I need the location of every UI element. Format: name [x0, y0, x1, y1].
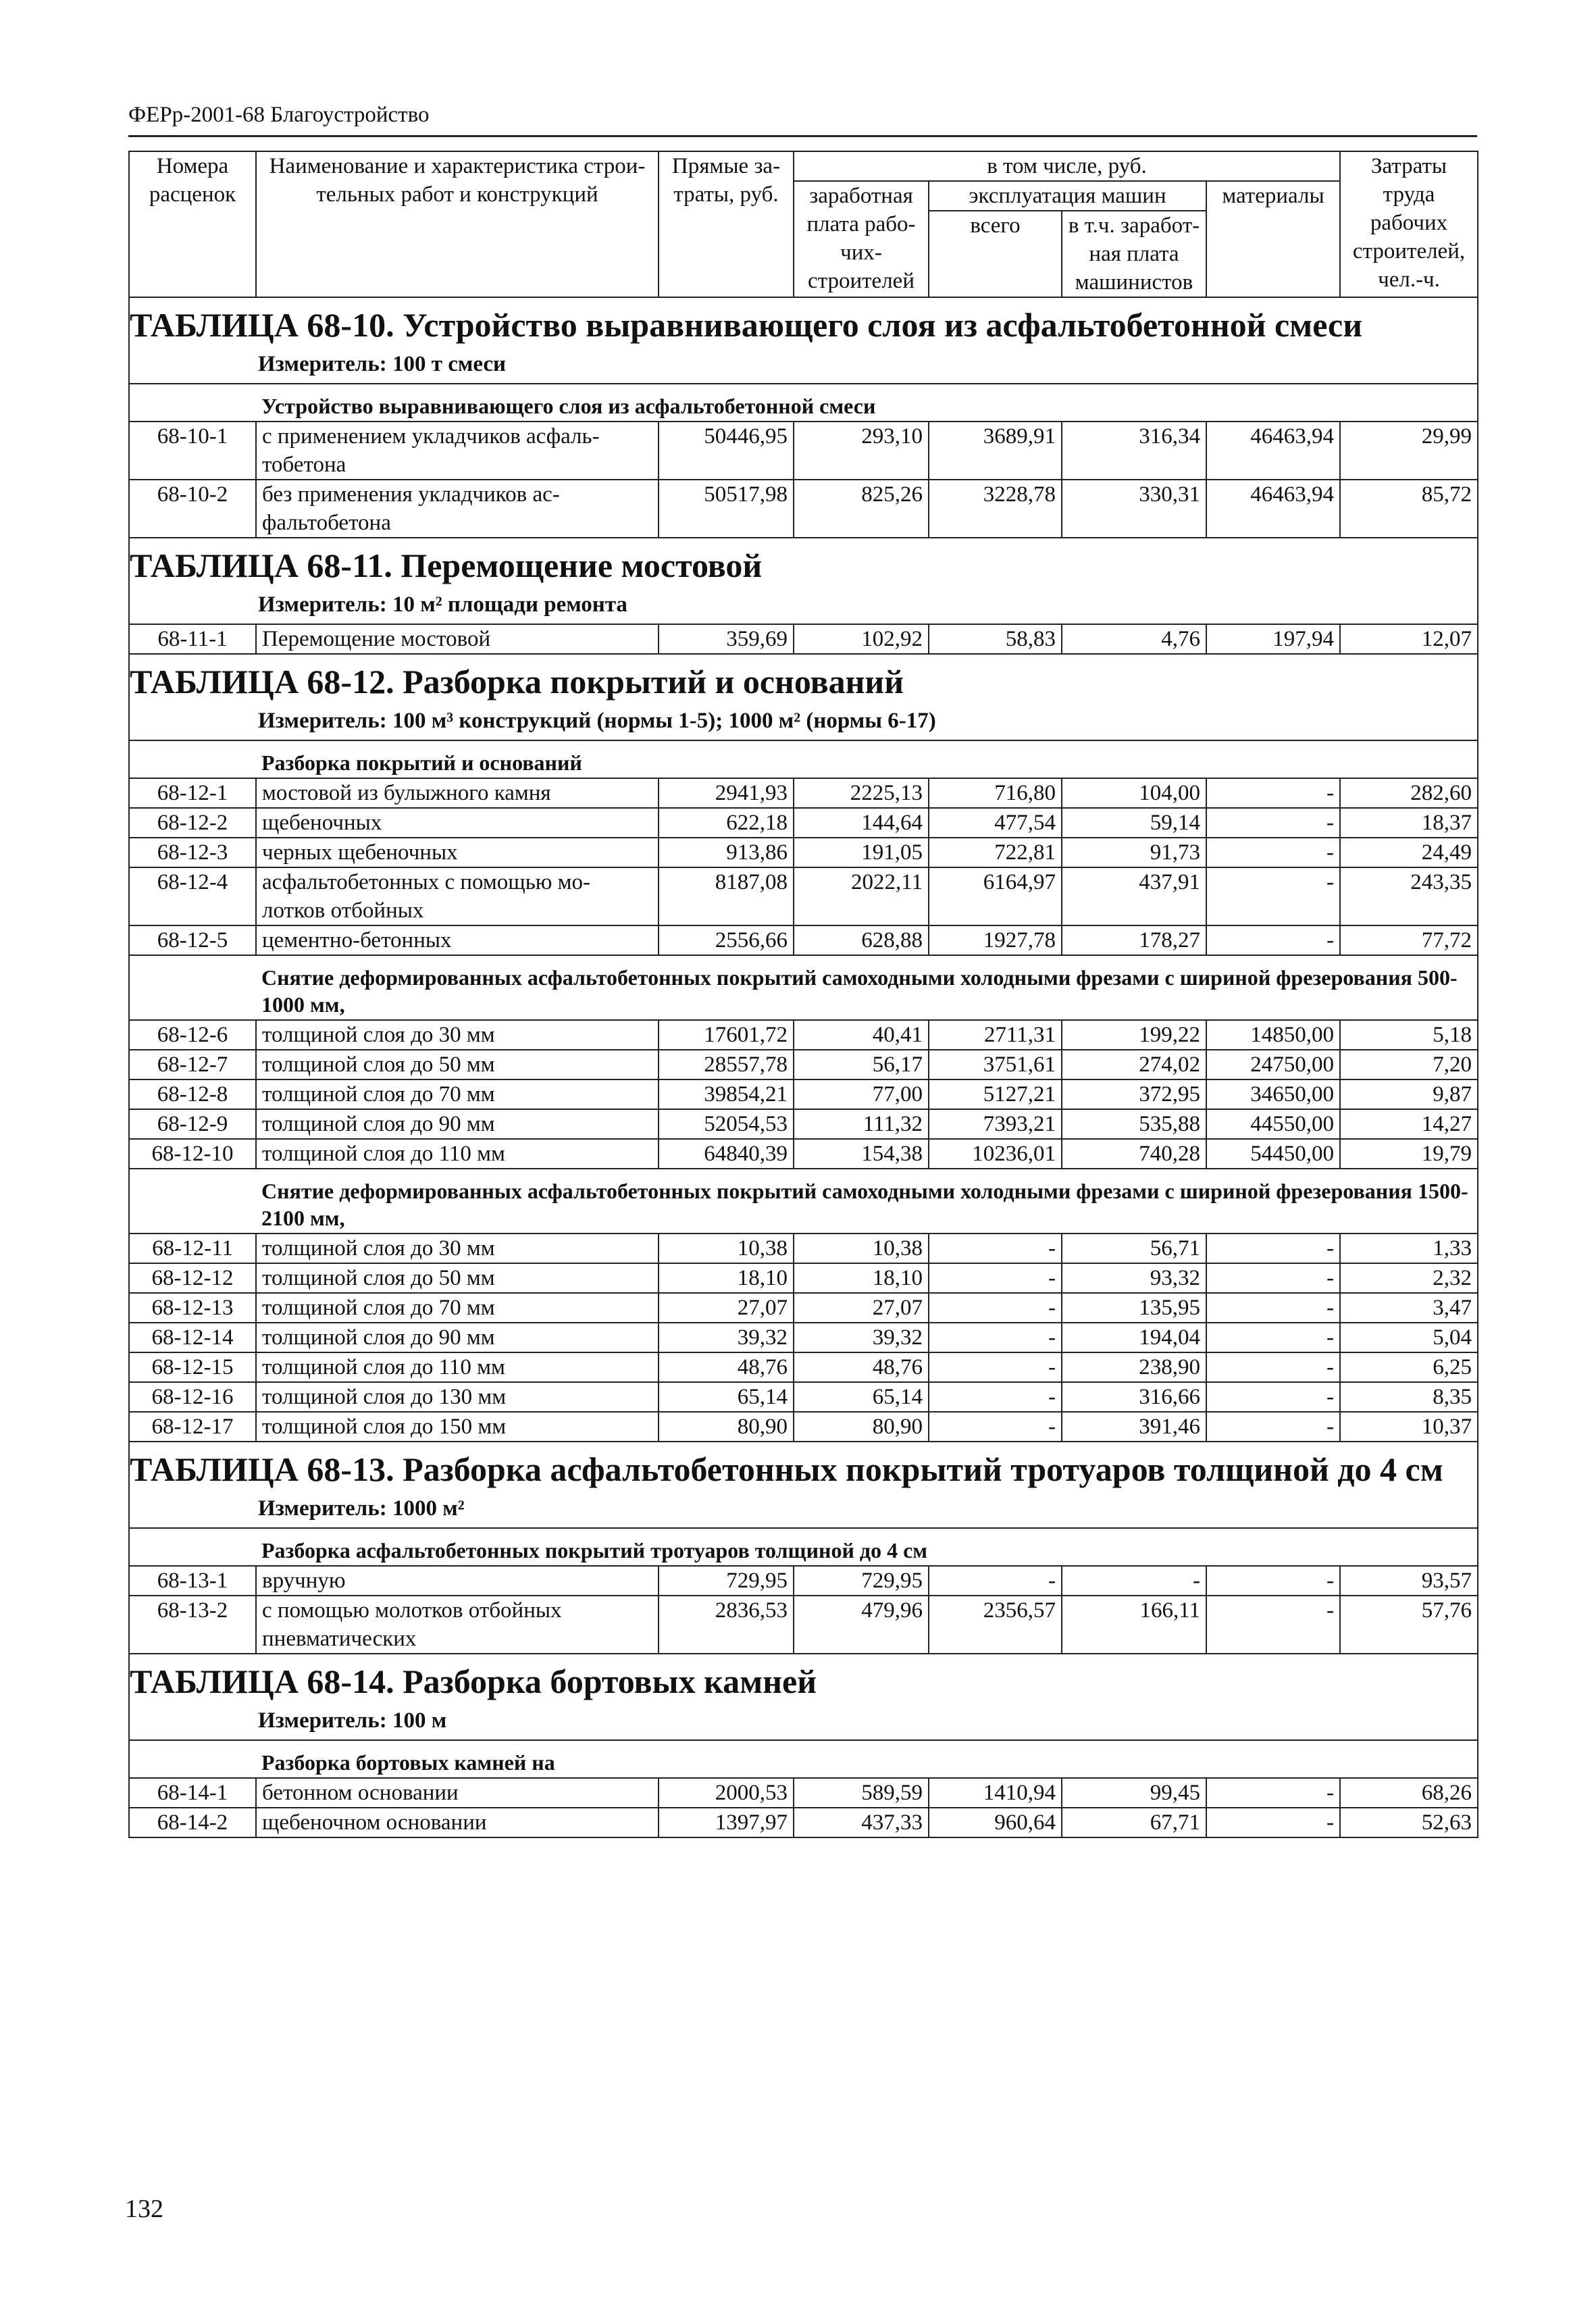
wages-cost: 729,95	[794, 1566, 929, 1596]
labor-cost: 18,37	[1340, 808, 1478, 838]
table-title: ТАБЛИЦА 68-12. Разборка покрытий и оснований	[129, 654, 1478, 705]
direct-cost: 2941,93	[659, 778, 794, 808]
group-heading-spacer	[129, 955, 256, 1020]
rate-code: 68-12-16	[129, 1382, 256, 1412]
table-row	[129, 624, 1478, 654]
materials-cost: 34650,00	[1206, 1079, 1340, 1109]
direct-cost: 2000,53	[659, 1778, 794, 1808]
group-heading-row	[129, 384, 1478, 422]
table-row	[129, 1382, 1478, 1412]
labor-cost: 24,49	[1340, 838, 1478, 867]
table-row	[129, 1139, 1478, 1169]
materials-cost: -	[1206, 1382, 1340, 1412]
rate-code: 68-12-9	[129, 1109, 256, 1139]
machine-cost: -	[929, 1382, 1062, 1412]
col-header-labor: Затраты труда рабочих строителей, чел.-ч.	[1340, 151, 1478, 297]
direct-cost: 2836,53	[659, 1596, 794, 1654]
table-row	[129, 1566, 1478, 1596]
labor-cost: 6,25	[1340, 1352, 1478, 1382]
direct-cost: 50517,98	[659, 480, 794, 538]
machine-cost: 3228,78	[929, 480, 1062, 538]
machinist-wages: 391,46	[1062, 1412, 1206, 1442]
materials-cost: 54450,00	[1206, 1139, 1340, 1169]
machine-cost: -	[929, 1234, 1062, 1263]
work-name: толщиной слоя до 50 мм	[256, 1263, 659, 1293]
direct-cost: 18,10	[659, 1263, 794, 1293]
machine-cost: 6164,97	[929, 867, 1062, 925]
unit-row	[129, 348, 1478, 384]
rate-code: 68-12-11	[129, 1234, 256, 1263]
machine-cost: 960,64	[929, 1808, 1062, 1837]
unit-row	[129, 705, 1478, 740]
col-header-mach-total: всего	[929, 211, 1062, 297]
group-heading-row	[129, 740, 1478, 778]
group-heading-row	[129, 1169, 1478, 1234]
labor-cost: 9,87	[1340, 1079, 1478, 1109]
table-row	[129, 1778, 1478, 1808]
direct-cost: 39854,21	[659, 1079, 794, 1109]
rate-code: 68-12-15	[129, 1352, 256, 1382]
machinist-wages: 316,66	[1062, 1382, 1206, 1412]
machinist-wages: 238,90	[1062, 1352, 1206, 1382]
work-name: толщиной слоя до 110 мм	[256, 1139, 659, 1169]
materials-cost: 46463,94	[1206, 422, 1340, 480]
direct-cost: 1397,97	[659, 1808, 794, 1837]
machinist-wages: 437,91	[1062, 867, 1206, 925]
labor-cost: 14,27	[1340, 1109, 1478, 1139]
materials-cost: -	[1206, 1412, 1340, 1442]
col-header-materials: материалы	[1206, 181, 1340, 297]
work-name: толщиной слоя до 110 мм	[256, 1352, 659, 1382]
machine-cost: -	[929, 1263, 1062, 1293]
table-row	[129, 1323, 1478, 1352]
table-row	[129, 838, 1478, 867]
table-title: ТАБЛИЦА 68-10. Устройство выравнивающего слоя из асфальтобетонной смеси	[129, 297, 1478, 348]
rate-code: 68-12-7	[129, 1050, 256, 1079]
direct-cost: 50446,95	[659, 422, 794, 480]
labor-cost: 93,57	[1340, 1566, 1478, 1596]
machine-cost: -	[929, 1352, 1062, 1382]
direct-cost: 913,86	[659, 838, 794, 867]
table-body	[129, 297, 1478, 1837]
work-name: толщиной слоя до 70 мм	[256, 1079, 659, 1109]
col-header-machines: эксплуатация машин	[929, 181, 1206, 211]
rate-code: 68-13-1	[129, 1566, 256, 1596]
direct-cost: 65,14	[659, 1382, 794, 1412]
col-header-wages: заработная плата рабо-чих-строителей	[794, 181, 929, 297]
work-name: вручную	[256, 1566, 659, 1596]
machinist-wages: 178,27	[1062, 925, 1206, 955]
direct-cost: 64840,39	[659, 1139, 794, 1169]
wages-cost: 10,38	[794, 1234, 929, 1263]
table-title-row	[129, 297, 1478, 348]
work-name: черных щебеночных	[256, 838, 659, 867]
rate-code: 68-12-12	[129, 1263, 256, 1293]
work-name: щебеночном основании	[256, 1808, 659, 1837]
work-name: толщиной слоя до 50 мм	[256, 1050, 659, 1079]
rates-table	[128, 151, 1478, 1838]
labor-cost: 5,04	[1340, 1323, 1478, 1352]
wages-cost: 65,14	[794, 1382, 929, 1412]
col-header-name: Наименование и характеристика строи-тельных работ и конструкций	[256, 151, 659, 297]
unit-label: Измеритель: 100 т смеси	[129, 348, 1478, 384]
rate-code: 68-12-10	[129, 1139, 256, 1169]
group-heading: Разборка асфальтобетонных покрытий тротуаров толщиной до 4 см	[256, 1528, 1478, 1566]
machinist-wages: 93,32	[1062, 1263, 1206, 1293]
machinist-wages: 99,45	[1062, 1778, 1206, 1808]
rate-code: 68-10-1	[129, 422, 256, 480]
rate-code: 68-12-6	[129, 1020, 256, 1050]
work-name: толщиной слоя до 150 мм	[256, 1412, 659, 1442]
materials-cost: 197,94	[1206, 624, 1340, 654]
labor-cost: 77,72	[1340, 925, 1478, 955]
col-header-direct: Прямые за-траты, руб.	[659, 151, 794, 297]
materials-cost: -	[1206, 1808, 1340, 1837]
rate-code: 68-12-1	[129, 778, 256, 808]
machinist-wages: 4,76	[1062, 624, 1206, 654]
running-header: ФЕРр-2001-68 Благоустройство	[128, 103, 430, 127]
group-heading-row	[129, 955, 1478, 1020]
labor-cost: 5,18	[1340, 1020, 1478, 1050]
labor-cost: 52,63	[1340, 1808, 1478, 1837]
rate-code: 68-13-2	[129, 1596, 256, 1654]
machinist-wages: 199,22	[1062, 1020, 1206, 1050]
table-title-row	[129, 538, 1478, 588]
rate-code: 68-12-4	[129, 867, 256, 925]
direct-cost: 729,95	[659, 1566, 794, 1596]
machinist-wages: 194,04	[1062, 1323, 1206, 1352]
rate-code: 68-14-2	[129, 1808, 256, 1837]
work-name: толщиной слоя до 90 мм	[256, 1109, 659, 1139]
direct-cost: 27,07	[659, 1293, 794, 1323]
materials-cost: -	[1206, 925, 1340, 955]
wages-cost: 437,33	[794, 1808, 929, 1837]
labor-cost: 2,32	[1340, 1263, 1478, 1293]
group-heading-spacer	[129, 384, 256, 422]
machinist-wages: 535,88	[1062, 1109, 1206, 1139]
group-heading-spacer	[129, 1740, 256, 1778]
labor-cost: 85,72	[1340, 480, 1478, 538]
group-heading-spacer	[129, 1528, 256, 1566]
wages-cost: 40,41	[794, 1020, 929, 1050]
wages-cost: 102,92	[794, 624, 929, 654]
group-heading-row	[129, 1740, 1478, 1778]
col-header-incl: в том числе, руб.	[794, 151, 1340, 181]
wages-cost: 39,32	[794, 1323, 929, 1352]
table-title: ТАБЛИЦА 68-11. Перемощение мостовой	[129, 538, 1478, 588]
table-title-row	[129, 1654, 1478, 1704]
machine-cost: -	[929, 1323, 1062, 1352]
group-heading: Разборка покрытий и оснований	[256, 740, 1478, 778]
materials-cost: -	[1206, 1596, 1340, 1654]
machinist-wages: 59,14	[1062, 808, 1206, 838]
materials-cost: -	[1206, 1778, 1340, 1808]
group-heading-row	[129, 1528, 1478, 1566]
table-row	[129, 1293, 1478, 1323]
machine-cost: 10236,01	[929, 1139, 1062, 1169]
col-header-mach-wages: в т.ч. заработ-ная плата машинистов	[1062, 211, 1206, 297]
materials-cost: -	[1206, 808, 1340, 838]
group-heading-spacer	[129, 1169, 256, 1234]
labor-cost: 243,35	[1340, 867, 1478, 925]
machine-cost: 716,80	[929, 778, 1062, 808]
table-row	[129, 1596, 1478, 1654]
wages-cost: 825,26	[794, 480, 929, 538]
materials-cost: 46463,94	[1206, 480, 1340, 538]
table-row	[129, 422, 1478, 480]
work-name: щебеночных	[256, 808, 659, 838]
work-name: с помощью молотков отбойных пневматических	[256, 1596, 659, 1654]
wages-cost: 80,90	[794, 1412, 929, 1442]
labor-cost: 57,76	[1340, 1596, 1478, 1654]
table-row	[129, 1808, 1478, 1837]
unit-row	[129, 1492, 1478, 1528]
work-name: толщиной слоя до 30 мм	[256, 1234, 659, 1263]
table-row	[129, 1050, 1478, 1079]
work-name: толщиной слоя до 30 мм	[256, 1020, 659, 1050]
labor-cost: 8,35	[1340, 1382, 1478, 1412]
table-title: ТАБЛИЦА 68-13. Разборка асфальтобетонных покрытий тротуаров толщиной до 4 см	[129, 1442, 1478, 1492]
materials-cost: -	[1206, 1323, 1340, 1352]
header-rule	[128, 135, 1477, 137]
table-row	[129, 808, 1478, 838]
table-title-row	[129, 654, 1478, 705]
machinist-wages: 166,11	[1062, 1596, 1206, 1654]
unit-label: Измеритель: 10 м² площади ремонта	[129, 588, 1478, 624]
wages-cost: 77,00	[794, 1079, 929, 1109]
table-row	[129, 1109, 1478, 1139]
work-name: бетонном основании	[256, 1778, 659, 1808]
machine-cost: -	[929, 1566, 1062, 1596]
work-name: цементно-бетонных	[256, 925, 659, 955]
machinist-wages: 104,00	[1062, 778, 1206, 808]
wages-cost: 191,05	[794, 838, 929, 867]
wages-cost: 628,88	[794, 925, 929, 955]
wages-cost: 27,07	[794, 1293, 929, 1323]
materials-cost: 24750,00	[1206, 1050, 1340, 1079]
wages-cost: 479,96	[794, 1596, 929, 1654]
table-row	[129, 778, 1478, 808]
labor-cost: 3,47	[1340, 1293, 1478, 1323]
group-heading: Снятие деформированных асфальтобетонных покрытий самоходными холодными фрезами с шириной фрезерования 1500-2100 мм,	[256, 1169, 1478, 1234]
direct-cost: 80,90	[659, 1412, 794, 1442]
wages-cost: 589,59	[794, 1778, 929, 1808]
table-row	[129, 867, 1478, 925]
direct-cost: 2556,66	[659, 925, 794, 955]
direct-cost: 622,18	[659, 808, 794, 838]
materials-cost: 14850,00	[1206, 1020, 1340, 1050]
page-number: 132	[125, 2195, 163, 2223]
wages-cost: 111,32	[794, 1109, 929, 1139]
wages-cost: 18,10	[794, 1263, 929, 1293]
machinist-wages: 372,95	[1062, 1079, 1206, 1109]
table-title: ТАБЛИЦА 68-14. Разборка бортовых камней	[129, 1654, 1478, 1704]
wages-cost: 2022,11	[794, 867, 929, 925]
rate-code: 68-12-3	[129, 838, 256, 867]
labor-cost: 7,20	[1340, 1050, 1478, 1079]
materials-cost: -	[1206, 838, 1340, 867]
machine-cost: 477,54	[929, 808, 1062, 838]
rate-code: 68-14-1	[129, 1778, 256, 1808]
wages-cost: 293,10	[794, 422, 929, 480]
machinist-wages: 56,71	[1062, 1234, 1206, 1263]
wages-cost: 48,76	[794, 1352, 929, 1382]
unit-label: Измеритель: 1000 м²	[129, 1492, 1478, 1528]
wages-cost: 154,38	[794, 1139, 929, 1169]
rate-code: 68-12-2	[129, 808, 256, 838]
work-name: толщиной слоя до 130 мм	[256, 1382, 659, 1412]
materials-cost: -	[1206, 1352, 1340, 1382]
work-name: мостовой из булыжного камня	[256, 778, 659, 808]
machinist-wages: 330,31	[1062, 480, 1206, 538]
machine-cost: 2356,57	[929, 1596, 1062, 1654]
labor-cost: 10,37	[1340, 1412, 1478, 1442]
machine-cost: -	[929, 1412, 1062, 1442]
table-row	[129, 1020, 1478, 1050]
materials-cost: -	[1206, 778, 1340, 808]
machinist-wages: 316,34	[1062, 422, 1206, 480]
rate-code: 68-12-8	[129, 1079, 256, 1109]
col-header-code: Номера расценок	[129, 151, 256, 297]
wages-cost: 2225,13	[794, 778, 929, 808]
table-row	[129, 1352, 1478, 1382]
group-heading: Разборка бортовых камней на	[256, 1740, 1478, 1778]
direct-cost: 39,32	[659, 1323, 794, 1352]
wages-cost: 56,17	[794, 1050, 929, 1079]
direct-cost: 8187,08	[659, 867, 794, 925]
work-name: толщиной слоя до 70 мм	[256, 1293, 659, 1323]
direct-cost: 52054,53	[659, 1109, 794, 1139]
machinist-wages: 274,02	[1062, 1050, 1206, 1079]
group-heading: Снятие деформированных асфальтобетонных покрытий самоходными холодными фрезами с шириной фрезерования 500-1000 мм,	[256, 955, 1478, 1020]
direct-cost: 28557,78	[659, 1050, 794, 1079]
table-row	[129, 480, 1478, 538]
machine-cost: 3689,91	[929, 422, 1062, 480]
unit-label: Измеритель: 100 м³ конструкций (нормы 1-5); 1000 м² (нормы 6-17)	[129, 705, 1478, 740]
table-header	[129, 151, 1478, 297]
unit-label: Измеритель: 100 м	[129, 1704, 1478, 1740]
group-heading: Устройство выравнивающего слоя из асфальтобетонной смеси	[256, 384, 1478, 422]
machine-cost: 7393,21	[929, 1109, 1062, 1139]
table-row	[129, 1234, 1478, 1263]
wages-cost: 144,64	[794, 808, 929, 838]
table-row	[129, 1079, 1478, 1109]
machine-cost: 722,81	[929, 838, 1062, 867]
labor-cost: 19,79	[1340, 1139, 1478, 1169]
direct-cost: 17601,72	[659, 1020, 794, 1050]
work-name: асфальтобетонных с помощью мо-лотков отбойных	[256, 867, 659, 925]
machinist-wages: 91,73	[1062, 838, 1206, 867]
machine-cost: 2711,31	[929, 1020, 1062, 1050]
rate-code: 68-12-13	[129, 1293, 256, 1323]
work-name: с применением укладчиков асфаль-тобетона	[256, 422, 659, 480]
unit-row	[129, 1704, 1478, 1740]
labor-cost: 282,60	[1340, 778, 1478, 808]
materials-cost: 44550,00	[1206, 1109, 1340, 1139]
rate-code: 68-12-14	[129, 1323, 256, 1352]
machine-cost: 3751,61	[929, 1050, 1062, 1079]
table-row	[129, 925, 1478, 955]
labor-cost: 12,07	[1340, 624, 1478, 654]
machinist-wages: 135,95	[1062, 1293, 1206, 1323]
labor-cost: 1,33	[1340, 1234, 1478, 1263]
table-title-row	[129, 1442, 1478, 1492]
machine-cost: 58,83	[929, 624, 1062, 654]
labor-cost: 29,99	[1340, 422, 1478, 480]
machinist-wages: 67,71	[1062, 1808, 1206, 1837]
rate-code: 68-11-1	[129, 624, 256, 654]
rate-code: 68-12-17	[129, 1412, 256, 1442]
machinist-wages: -	[1062, 1566, 1206, 1596]
table-row	[129, 1263, 1478, 1293]
table-row	[129, 1412, 1478, 1442]
machinist-wages: 740,28	[1062, 1139, 1206, 1169]
group-heading-spacer	[129, 740, 256, 778]
labor-cost: 68,26	[1340, 1778, 1478, 1808]
materials-cost: -	[1206, 1566, 1340, 1596]
work-name: толщиной слоя до 90 мм	[256, 1323, 659, 1352]
direct-cost: 359,69	[659, 624, 794, 654]
materials-cost: -	[1206, 1293, 1340, 1323]
unit-row	[129, 588, 1478, 624]
work-name: Перемощение мостовой	[256, 624, 659, 654]
materials-cost: -	[1206, 1263, 1340, 1293]
work-name: без применения укладчиков ас-фальтобетона	[256, 480, 659, 538]
direct-cost: 48,76	[659, 1352, 794, 1382]
materials-cost: -	[1206, 867, 1340, 925]
materials-cost: -	[1206, 1234, 1340, 1263]
machine-cost: 5127,21	[929, 1079, 1062, 1109]
machine-cost: -	[929, 1293, 1062, 1323]
rate-code: 68-10-2	[129, 480, 256, 538]
direct-cost: 10,38	[659, 1234, 794, 1263]
rate-code: 68-12-5	[129, 925, 256, 955]
machine-cost: 1410,94	[929, 1778, 1062, 1808]
machine-cost: 1927,78	[929, 925, 1062, 955]
